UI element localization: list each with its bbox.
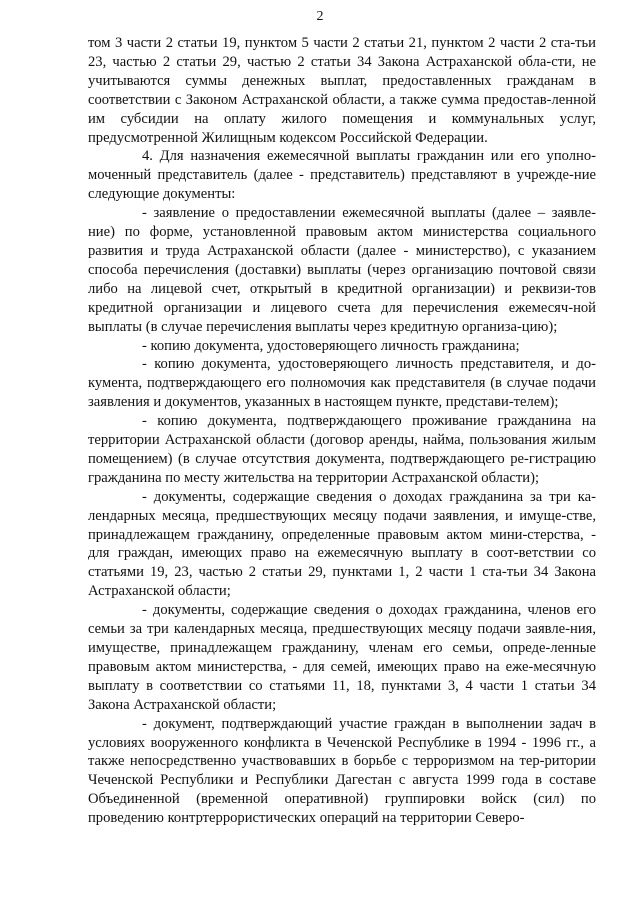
page-number: 2	[316, 9, 324, 24]
list-item-identity-copy: - копию документа, удостоверяющего личность гражданина;	[142, 337, 520, 354]
list-item-income-citizen: - документы, содержащие сведения о доходах гражданина за три ка-лендарных месяца, предшествующих месяцу подачи заявления, и имуще-стве, принадлежащем гражданину, определенные правовым актом мини-стерства, - для граждан, имеющих право на ежемесячную выплату в соот-ветствии со статьями 19, 23, частью 2 статьи 29, пунктами 1, 2 части 1 ста-тьи 34 Закона Астраханской области;	[88, 488, 596, 600]
list-item-conflict-participation: - документ, подтверждающий участие граждан в выполнении задач в условиях вооруженного конфликта в Чеченской Республике в 1994 - 1996 гг., а также непосредственно участвовавших в борьбе с терроризмом на тер-ритории Чеченской Республики и Республики Дагестан с августа 1999 года в составе Объединенной (временной оперативной) группировки войск (сил) по проведению контртеррористических операций на территории Северо-	[88, 715, 596, 827]
document-body	[88, 34, 596, 828]
list-item-income-family: - документы, содержащие сведения о доходах гражданина, членов его семьи за три календарных месяца, предшествующих месяцу подачи заявле-ния, имуществе, принадлежащем гражданину, членам его семьи, опреде-ленные правовым актом министерства, - для семей, имеющих право на еже-месячную выплату в соответствии со статьями 11, 18, пунктами 3, 4 части 1 статьи 34 Закона Астраханской области;	[88, 602, 596, 713]
list-item-residence-proof: - копию документа, подтверждающего проживание гражданина на территории Астраханской области (договор аренды, найма, пользования жилым помещением) (в случае отсутствия документа, подтверждающего ре-гистрацию гражданина по месту жительства на территории Астраханской области);	[88, 413, 596, 486]
list-item-representative-copy: - копию документа, удостоверяющего личность представителя, и до-кумента, подтверждающего его полномочия как представителя (в случае подачи заявления и документов, указанных в настоящем пункте, представи-телем);	[88, 356, 596, 411]
list-item-application: - заявление о предоставлении ежемесячной выплаты (далее – заявле-ние) по форме, установленной правовым актом министерства социального развития и труда Астраханской области (далее - министерство), с указанием способа перечисления (доставки) выплаты (через организацию почтовой связи либо на лицевой счет, открытый в кредитной организации) и реквизи-тов кредитной организации и лицевого счета для перечисления ежемесяч-ной выплаты (в случае перечисления выплаты через кредитную организа-цию);	[88, 205, 596, 335]
paragraph-item-4: 4. Для назначения ежемесячной выплаты гражданин или его уполно-моченный представитель (далее - представитель) представляют в учрежде-ние следующие документы:	[88, 148, 596, 203]
paragraph-continuation: том 3 части 2 статьи 19, пунктом 5 части 2 статьи 21, пунктом 2 части 2 ста-тьи 23, частью 2 статьи 29, частью 2 статьи 34 Закона Астраханской обла-сти, не учитываются суммы денежных выплат, предоставленных гражданам в соответствии с Законом Астраханской области, а также сумма предостав-ленной им субсидии на оплату жилого помещения и коммунальных услуг, предусмотренной Жилищным кодексом Российской Федерации.	[88, 35, 596, 146]
